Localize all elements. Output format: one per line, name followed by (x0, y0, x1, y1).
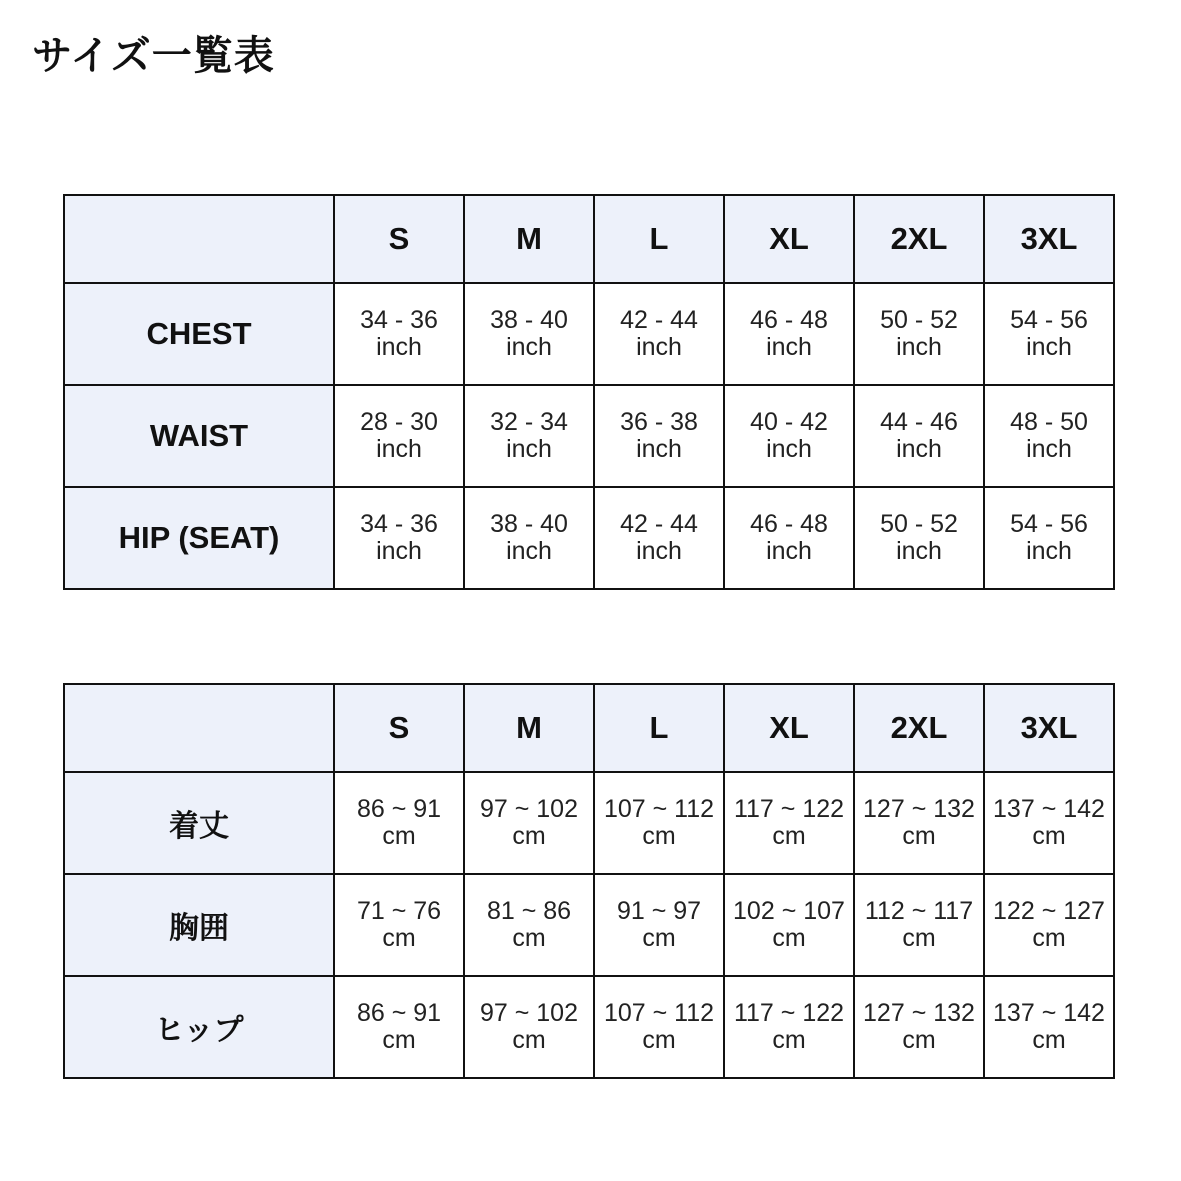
measure-cell (854, 772, 984, 874)
measure-cell (334, 772, 464, 874)
row-label: 着丈 (64, 772, 334, 874)
measure-range: 127 ~ 132 (863, 999, 975, 1027)
size-header: S (334, 684, 464, 772)
measure-cell (334, 487, 464, 589)
row-label: 胸囲 (64, 874, 334, 976)
measure-cell (334, 283, 464, 385)
measure-unit: inch (376, 435, 422, 463)
measure-range: 107 ~ 112 (603, 795, 715, 823)
measure-range: 122 ~ 127 (993, 897, 1105, 925)
measure-unit: cm (382, 924, 416, 952)
size-header: M (464, 195, 594, 283)
measure-range: 71 ~ 76 (356, 897, 442, 925)
measure-range: 117 ~ 122 (733, 999, 845, 1027)
table-header-row (64, 195, 1114, 283)
measure-cell (724, 283, 854, 385)
measure-unit: inch (636, 537, 682, 565)
measure-unit: cm (1032, 924, 1066, 952)
measure-unit: cm (902, 822, 936, 850)
measure-range: 42 - 44 (620, 510, 698, 538)
measure-cell (984, 283, 1114, 385)
measure-unit: cm (772, 924, 806, 952)
measure-unit: cm (382, 1026, 416, 1054)
page-title: サイズ一覧表 (32, 33, 275, 79)
measure-unit: inch (896, 537, 942, 565)
measure-cell (854, 385, 984, 487)
measure-unit: inch (506, 333, 552, 361)
table-header-row (64, 684, 1114, 772)
measure-unit: inch (766, 333, 812, 361)
size-header: XL (724, 684, 854, 772)
table-row (64, 385, 1114, 487)
measure-unit: cm (902, 924, 936, 952)
size-header: L (594, 684, 724, 772)
measure-cell (594, 874, 724, 976)
measure-cell (984, 772, 1114, 874)
measure-unit: cm (642, 924, 676, 952)
measure-cell (854, 487, 984, 589)
table-row (64, 976, 1114, 1078)
measure-unit: inch (506, 537, 552, 565)
measure-cell (334, 385, 464, 487)
measure-range: 54 - 56 (1010, 306, 1088, 334)
measure-unit: inch (896, 435, 942, 463)
measure-unit: inch (636, 333, 682, 361)
measure-unit: cm (772, 822, 806, 850)
measure-range: 34 - 36 (360, 306, 438, 334)
measure-unit: cm (902, 1026, 936, 1054)
measure-range: 38 - 40 (490, 510, 568, 538)
measure-range: 36 - 38 (620, 408, 698, 436)
measure-cell (464, 976, 594, 1078)
measure-range: 102 ~ 107 (733, 897, 845, 925)
measure-cell (724, 976, 854, 1078)
measure-unit: inch (636, 435, 682, 463)
measure-range: 107 ~ 112 (603, 999, 715, 1027)
measure-range: 50 - 52 (880, 510, 958, 538)
measure-cell (984, 385, 1114, 487)
table-corner-cell (64, 195, 334, 283)
table-row (64, 283, 1114, 385)
measure-cell (854, 283, 984, 385)
row-label: WAIST (64, 385, 334, 487)
measure-unit: cm (512, 924, 546, 952)
table-corner-cell (64, 684, 334, 772)
table-row (64, 874, 1114, 976)
measure-range: 117 ~ 122 (733, 795, 845, 823)
measure-range: 50 - 52 (880, 306, 958, 334)
measure-range: 46 - 48 (750, 306, 828, 334)
measure-unit: cm (1032, 822, 1066, 850)
measure-unit: cm (642, 1026, 676, 1054)
measure-cell (464, 385, 594, 487)
measure-range: 42 - 44 (620, 306, 698, 334)
measure-cell (854, 976, 984, 1078)
size-header: S (334, 195, 464, 283)
row-label: ヒップ (64, 976, 334, 1078)
measure-range: 44 - 46 (880, 408, 958, 436)
measure-range: 86 ~ 91 (356, 795, 442, 823)
measure-unit: cm (642, 822, 676, 850)
measure-unit: cm (1032, 1026, 1066, 1054)
measure-cell (594, 772, 724, 874)
measure-cell (594, 283, 724, 385)
measure-range: 40 - 42 (750, 408, 828, 436)
measure-unit: cm (512, 1026, 546, 1054)
measure-cell (724, 385, 854, 487)
measure-unit: inch (766, 435, 812, 463)
row-label: CHEST (64, 283, 334, 385)
size-header: 2XL (854, 684, 984, 772)
measure-range: 32 - 34 (490, 408, 568, 436)
measure-unit: cm (772, 1026, 806, 1054)
size-header: L (594, 195, 724, 283)
measure-range: 91 ~ 97 (616, 897, 702, 925)
measure-range: 34 - 36 (360, 510, 438, 538)
measure-unit: inch (506, 435, 552, 463)
measure-cell (854, 874, 984, 976)
measure-cell (464, 772, 594, 874)
measure-unit: inch (766, 537, 812, 565)
size-header: 2XL (854, 195, 984, 283)
measure-unit: inch (896, 333, 942, 361)
measure-range: 54 - 56 (1010, 510, 1088, 538)
measure-range: 28 - 30 (360, 408, 438, 436)
size-header: XL (724, 195, 854, 283)
measure-cell (464, 487, 594, 589)
measure-unit: cm (512, 822, 546, 850)
measure-unit: cm (382, 822, 416, 850)
measure-cell (594, 385, 724, 487)
measure-cell (594, 976, 724, 1078)
measure-range: 38 - 40 (490, 306, 568, 334)
measure-cell (724, 487, 854, 589)
size-header: 3XL (984, 195, 1114, 283)
measure-range: 97 ~ 102 (479, 795, 578, 823)
table-row (64, 487, 1114, 589)
measure-unit: inch (376, 333, 422, 361)
measure-range: 86 ~ 91 (356, 999, 442, 1027)
measure-cell (334, 874, 464, 976)
measure-range: 137 ~ 142 (993, 999, 1105, 1027)
measure-unit: inch (376, 537, 422, 565)
measure-cell (724, 874, 854, 976)
measure-unit: inch (1026, 435, 1072, 463)
table-row (64, 772, 1114, 874)
measure-range: 112 ~ 117 (864, 897, 974, 925)
measure-cell (984, 487, 1114, 589)
measure-cell (724, 772, 854, 874)
measure-cell (334, 976, 464, 1078)
row-label: HIP (SEAT) (64, 487, 334, 589)
measure-range: 46 - 48 (750, 510, 828, 538)
measure-unit: inch (1026, 537, 1072, 565)
cm-size-table (63, 683, 1115, 1079)
measure-range: 97 ~ 102 (479, 999, 578, 1027)
measure-cell (464, 874, 594, 976)
measure-range: 48 - 50 (1010, 408, 1088, 436)
measure-cell (984, 874, 1114, 976)
inch-size-table (63, 194, 1115, 590)
measure-cell (594, 487, 724, 589)
measure-unit: inch (1026, 333, 1072, 361)
measure-range: 81 ~ 86 (486, 897, 572, 925)
measure-cell (984, 976, 1114, 1078)
measure-cell (464, 283, 594, 385)
size-header: M (464, 684, 594, 772)
measure-range: 127 ~ 132 (863, 795, 975, 823)
size-header: 3XL (984, 684, 1114, 772)
measure-range: 137 ~ 142 (993, 795, 1105, 823)
